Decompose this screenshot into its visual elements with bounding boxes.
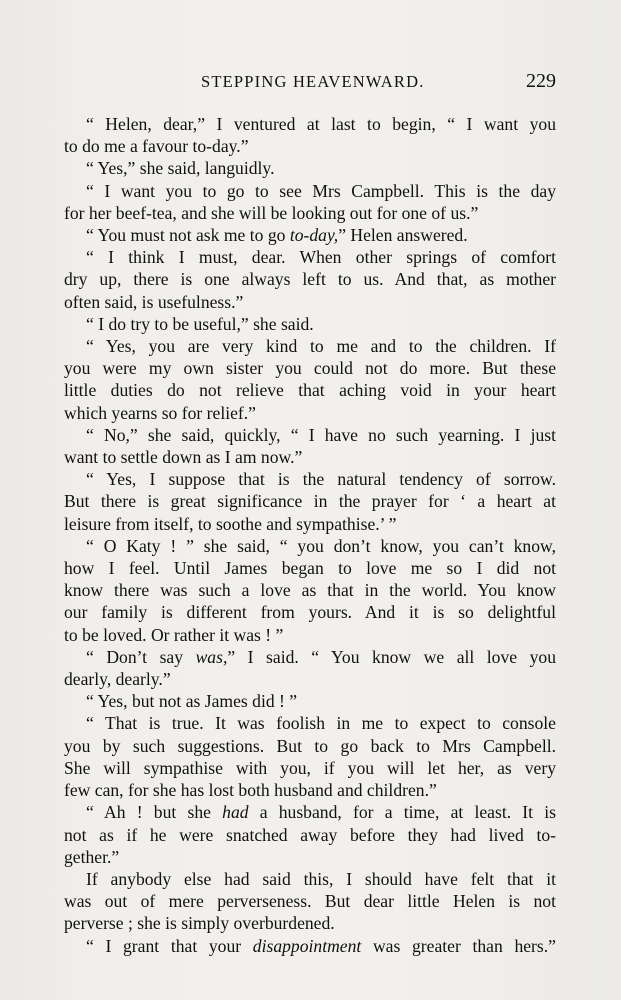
text-line: our family is different from yours. And it is so delightful — [64, 602, 556, 623]
text-line: which yearns so for relief.” — [64, 402, 256, 423]
text-line: how I feel. Until James began to love me so I did not — [64, 558, 556, 579]
text-line: often said, is usefulness.” — [64, 291, 244, 312]
running-title: STEPPING HEAVENWARD. — [201, 72, 425, 91]
body-text — [64, 113, 556, 957]
text-line: “ Yes, I suppose that is the natural tendency of sorrow. — [86, 469, 556, 490]
text-line: “ I think I must, dear. When other springs of comfort — [86, 247, 556, 268]
text-line: “ Helen, dear,” I ventured at last to begin, “ I want you — [86, 114, 556, 134]
text-line: If anybody else had said this, I should have felt that it — [86, 868, 556, 889]
text-line: “ Yes, but not as James did ! ” — [86, 691, 298, 712]
italic-emphasis: was, — [195, 646, 228, 667]
page-number: 229 — [526, 70, 556, 92]
text-line: “ You must not ask me to go to-day,” Helen answered. — [86, 225, 468, 246]
text-line: “ I do try to be useful,” she said. — [86, 313, 314, 334]
text-line: perverse ; she is simply overburdened. — [64, 913, 335, 934]
text-line: “ I want you to go to see Mrs Campbell. This is the day — [86, 180, 556, 201]
text-line: But there is great significance in the prayer for ‘ a heart at — [64, 491, 556, 512]
text-line: you were my own sister you could not do more. But these — [64, 358, 556, 379]
italic-emphasis: to-day, — [289, 225, 339, 246]
text-line: “ Yes, you are very kind to me and to the children. If — [86, 336, 556, 357]
text-line: little duties do not relieve that aching void in your heart — [64, 380, 556, 401]
text-line: “ O Katy ! ” she said, “ you don’t know, you can’t know, — [86, 535, 556, 556]
text-line: dry up, there is one always left to us. And that, as mother — [64, 269, 556, 290]
page-header — [64, 70, 556, 100]
text-line: know there was such a love as that in the world. You know — [64, 580, 556, 601]
italic-emphasis: disappointment — [252, 935, 362, 956]
text-line: “ Yes,” she said, languidly. — [86, 158, 275, 179]
text-line: want to settle down as I am now.” — [64, 447, 303, 468]
text-line: to do me a favour to-day.” — [64, 136, 249, 157]
text-line: She will sympathise with you, if you will let her, as very — [64, 757, 556, 778]
text-line: dearly, dearly.” — [64, 669, 171, 690]
text-line: few can, for she has lost both husband and children.” — [64, 780, 437, 801]
text-line: “ That is true. It was foolish in me to expect to console — [86, 713, 556, 734]
text-line: for her beef-tea, and she will be looking out for one of us.” — [64, 202, 479, 223]
text-line: leisure from itself, to soothe and sympathise.’ ” — [64, 513, 397, 534]
text-line: “ I grant that your disappointment was greater than hers.” — [86, 935, 556, 956]
text-line: “ No,” she said, quickly, “ I have no such yearning. I just — [86, 424, 556, 445]
text-line: was out of mere perverseness. But dear little Helen is not — [64, 891, 556, 912]
text-line: to be loved. Or rather it was ! ” — [64, 624, 284, 645]
text-line: “ Don’t say was,” I said. “ You know we all love you — [86, 646, 556, 667]
text-line: “ Ah ! but she had a husband, for a time, at least. It is — [86, 802, 556, 823]
text-line: not as if he were snatched away before they had lived to- — [64, 824, 556, 845]
text-line: gether.” — [64, 846, 120, 867]
italic-emphasis: had — [222, 802, 249, 823]
text-line: you by such suggestions. But to go back to Mrs Campbell. — [64, 735, 556, 756]
